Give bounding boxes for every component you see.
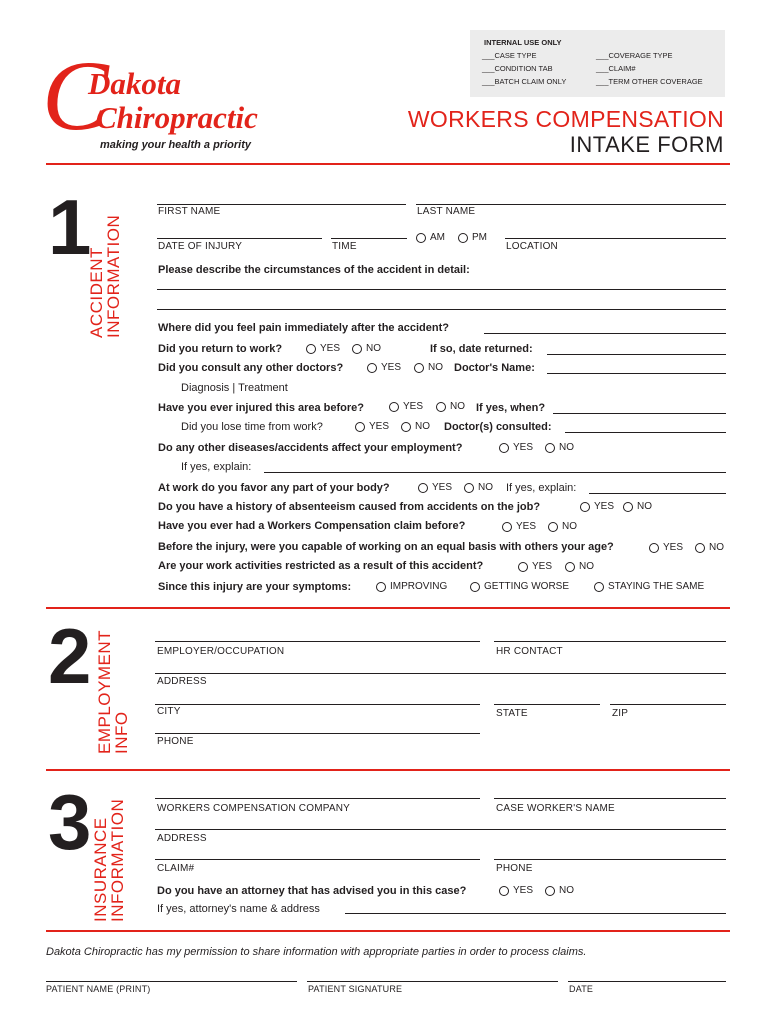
q-doctors-label: Did you consult any other doctors? <box>158 362 344 374</box>
internal-claim[interactable]: ___CLAIM# <box>596 64 636 73</box>
claim-number-field[interactable]: CLAIM# <box>157 863 195 874</box>
employment-address-field[interactable]: ADDRESS <box>157 676 207 687</box>
describe-line-1[interactable] <box>157 289 726 290</box>
q-return-label: Did you return to work? <box>158 343 283 355</box>
am-radio[interactable]: AM <box>416 232 445 243</box>
date-field[interactable]: DATE <box>569 984 594 994</box>
claim-no-radio[interactable]: NO <box>548 521 577 532</box>
attorney-name-label: If yes, attorney's name & address <box>157 903 320 915</box>
claim-yes-radio[interactable]: YES <box>502 521 536 532</box>
internal-term-other[interactable]: ___TERM OTHER COVERAGE <box>596 77 703 86</box>
employer-field[interactable]: EMPLOYER/OCCUPATION <box>157 646 285 657</box>
improving-radio[interactable]: IMPROVING <box>376 581 447 592</box>
permission-statement: Dakota Chiropractic has my permission to share information with appropriate parties in order to process claims. <box>46 946 587 958</box>
q-when-label: If yes, when? <box>476 402 546 414</box>
q-favor-label: At work do you favor any part of your body? <box>158 482 390 494</box>
location-field[interactable]: LOCATION <box>506 241 558 252</box>
divider-footer <box>46 930 730 932</box>
explain1-field[interactable] <box>264 472 726 473</box>
internal-case-type[interactable]: ___CASE TYPE <box>482 51 537 60</box>
wc-company-field[interactable]: WORKERS COMPENSATION COMPANY <box>157 803 351 814</box>
q-attorney-label: Do you have an attorney that has advised you in this case? <box>157 885 467 897</box>
section-1-number: 1 <box>48 183 88 271</box>
absent-yes-radio[interactable]: YES <box>580 501 614 512</box>
tagline: making your health a priority <box>100 139 251 151</box>
return-date-field[interactable] <box>547 354 726 355</box>
hr-contact-field[interactable]: HR CONTACT <box>496 646 563 657</box>
divider-section-2 <box>46 607 730 609</box>
diseases-no-radio[interactable]: NO <box>545 442 574 453</box>
return-yes-radio[interactable]: YES <box>306 343 340 354</box>
restricted-no-radio[interactable]: NO <box>565 561 594 572</box>
when-field[interactable] <box>553 413 726 414</box>
q-diseases-label: Do any other diseases/accidents affect your employment? <box>158 442 463 454</box>
q-symptoms-label: Since this injury are your symptoms: <box>158 581 352 593</box>
q-pain-label: Where did you feel pain immediately after the accident? <box>158 322 449 334</box>
doctors-yes-radio[interactable]: YES <box>367 362 401 373</box>
favor-yes-radio[interactable]: YES <box>418 482 452 493</box>
capable-yes-radio[interactable]: YES <box>649 542 683 553</box>
consulted-field[interactable] <box>565 432 726 433</box>
diagnosis-label: Diagnosis | Treatment <box>181 382 288 394</box>
form-title: WORKERS COMPENSATION <box>407 106 724 132</box>
attorney-no-radio[interactable]: NO <box>545 885 574 896</box>
internal-batch-claim[interactable]: ___BATCH CLAIM ONLY <box>482 77 567 86</box>
insurance-address-field[interactable]: ADDRESS <box>157 833 207 844</box>
q-claim-label: Have you ever had a Workers Compensation claim before? <box>158 520 466 532</box>
doctor-name-field[interactable] <box>547 373 726 374</box>
q-return-date-label: If so, date returned: <box>430 343 533 355</box>
logo-c-glyph: C <box>42 40 109 151</box>
describe-line-2[interactable] <box>157 309 726 310</box>
first-name-field[interactable]: FIRST NAME <box>158 206 221 217</box>
return-no-radio[interactable]: NO <box>352 343 381 354</box>
describe-accident-label: Please describe the circumstances of the accident in detail: <box>158 264 470 276</box>
employment-phone-field[interactable]: PHONE <box>157 736 194 747</box>
attorney-name-field[interactable] <box>345 913 726 914</box>
internal-coverage-type[interactable]: ___COVERAGE TYPE <box>596 51 673 60</box>
injured-no-radio[interactable]: NO <box>436 401 465 412</box>
insurance-phone-field[interactable]: PHONE <box>496 863 533 874</box>
staying-same-radio[interactable]: STAYING THE SAME <box>594 581 704 592</box>
pm-radio[interactable]: PM <box>458 232 487 243</box>
logo-dakota: Dakota <box>88 66 181 101</box>
internal-use-box <box>470 30 725 97</box>
attorney-yes-radio[interactable]: YES <box>499 885 533 896</box>
case-worker-field[interactable]: CASE WORKER'S NAME <box>496 803 615 814</box>
section-2-number: 2 <box>48 612 88 700</box>
q-restricted-label: Are your work activities restricted as a result of this accident? <box>158 560 484 572</box>
form-subtitle: INTAKE FORM <box>569 132 724 157</box>
getting-worse-radio[interactable]: GETTING WORSE <box>470 581 569 592</box>
q-injured-label: Have you ever injured this area before? <box>158 402 365 414</box>
internal-use-heading: INTERNAL USE ONLY <box>484 38 562 47</box>
last-name-field[interactable]: LAST NAME <box>417 206 476 217</box>
internal-condition-tab[interactable]: ___CONDITION TAB <box>482 64 553 73</box>
doctors-no-radio[interactable]: NO <box>414 362 443 373</box>
section-2-title: EMPLOYMENT INFO <box>95 629 131 754</box>
time-field[interactable]: TIME <box>332 241 357 252</box>
explain2-label: If yes, explain: <box>506 482 577 494</box>
section-1-title: ACCIDENT INFORMATION <box>87 214 123 338</box>
date-of-injury-field[interactable]: DATE OF INJURY <box>158 241 243 252</box>
capable-no-radio[interactable]: NO <box>695 542 724 553</box>
favor-no-radio[interactable]: NO <box>464 482 493 493</box>
patient-signature-field[interactable]: PATIENT SIGNATURE <box>308 984 403 994</box>
diseases-yes-radio[interactable]: YES <box>499 442 533 453</box>
section-3-title: INSURANCE INFORMATION <box>91 798 127 922</box>
section-3-number: 3 <box>48 778 88 866</box>
pain-field[interactable] <box>484 333 726 334</box>
divider-top <box>46 163 730 165</box>
explain1-label: If yes, explain: <box>181 461 252 473</box>
restricted-yes-radio[interactable]: YES <box>518 561 552 572</box>
explain2-field[interactable] <box>589 493 726 494</box>
zip-field[interactable]: ZIP <box>612 708 629 719</box>
q-doctor-name-label: Doctor's Name: <box>454 362 535 374</box>
absent-no-radio[interactable]: NO <box>623 501 652 512</box>
q-absent-label: Do you have a history of absenteeism caused from accidents on the job? <box>158 501 541 513</box>
q-lose-time-label: Did you lose time from work? <box>181 421 323 433</box>
q-consulted-label: Doctor(s) consulted: <box>444 421 552 433</box>
logo-chiropractic: Chiropractic <box>96 100 258 135</box>
q-capable-label: Before the injury, were you capable of working on an equal basis with others your age? <box>158 541 614 553</box>
lose-time-no-radio[interactable]: NO <box>401 421 430 432</box>
state-field[interactable]: STATE <box>496 708 528 719</box>
divider-section-3 <box>46 769 730 771</box>
lose-time-yes-radio[interactable]: YES <box>355 421 389 432</box>
patient-name-field[interactable]: PATIENT NAME (PRINT) <box>46 984 151 994</box>
injured-yes-radio[interactable]: YES <box>389 401 423 412</box>
city-field[interactable]: CITY <box>157 706 181 717</box>
